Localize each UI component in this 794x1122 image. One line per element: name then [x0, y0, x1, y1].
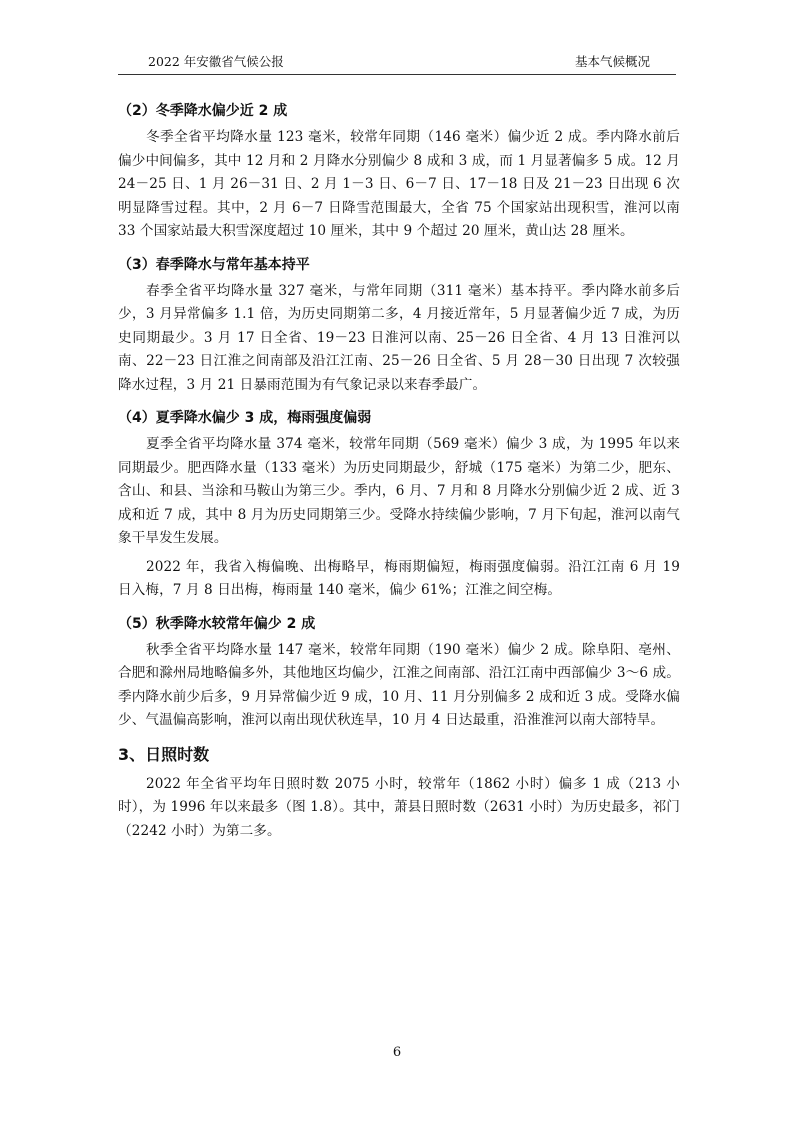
autumn-precipitation-section	[118, 615, 680, 733]
summer-precipitation-heading: （4）夏季降水偏少 3 成，梅雨强度偏弱	[118, 410, 372, 426]
winter-precipitation-paragraph: 冬季全省平均降水量 123 毫米，较常年同期（146 毫米）偏少近 2 成。季内降水前后偏少中间偏多，其中 12 月和 2 月降水分别偏少 8 成和 3 成，而 1 月显著偏多 5 成。12 月 24－25 日、1 月 26－31 日、2 月 1－3 日、6－7 日、17－18 日及 21－23 日出现 6 次明显降雪过程。其中，2 月 6－7 日降雪范围最大，全省 75 个国家站出现积雪，淮河以南 33 个国家站最大积雪深度超过 10 厘米，其中 9 个超过 20 厘米，黄山达 28 厘米。	[118, 129, 680, 239]
spring-precipitation-section	[118, 256, 680, 398]
spring-precipitation-heading: （3）春季降水与常年基本持平	[118, 256, 310, 273]
spring-precipitation-paragraph: 春季全省平均降水量 327 毫米，与常年同期（311 毫米）基本持平。季内降水前多后少，3 月异常偏多 1.1 倍，为历史同期第二多，4 月接近常年，5 月显著偏少近 7 成，为历史同期最少。3 月 17 日全省、19－23 日淮河以南、25－26 日全省、4 月 13 日淮河以南、22－23 日江淮之间南部及沿江江南、25－26 日全省、5 月 28－30 日出现 7 次较强降水过程，3 月 21 日暴雨范围为有气象记录以来春季最广。	[118, 282, 680, 393]
page-number: 6	[392, 1045, 402, 1060]
sunshine-hours-heading: 3、日照时数	[118, 744, 210, 764]
page-header	[118, 54, 676, 75]
header-chapter-title: 基本气候概况	[574, 54, 650, 69]
winter-precipitation-heading: （2）冬季降水偏少近 2 成	[118, 103, 288, 119]
meiyu-paragraph: 2022 年，我省入梅偏晚、出梅略早，梅雨期偏短，梅雨强度偏弱。沿江江南 6 月 19 日入梅，7 月 8 日出梅，梅雨量 140 毫米，偏少 61%；江淮之间空梅。	[118, 558, 680, 598]
document-body	[118, 102, 680, 843]
sunshine-hours-section	[118, 745, 680, 844]
summer-precipitation-paragraph: 夏季全省平均降水量 374 毫米，较常年同期（569 毫米）偏少 3 成，为 1995 年以来同期最少。肥西降水量（133 毫米）为历史同期最少，舒城（175 毫米）为第二少，肥东、含山、和县、当涂和马鞍山为第三少。季内，6 月、7 月和 8 月降水分别偏少近 2 成、近 3 成和近 7 成，其中 8 月为历史同期第三少。受降水持续偏少影响，7 月下旬起，淮河以南气象干旱发生发展。	[118, 436, 680, 546]
winter-precipitation-section	[118, 102, 680, 244]
header-report-title: 2022 年安徽省气候公报	[148, 54, 284, 69]
summer-precipitation-section	[118, 409, 680, 603]
autumn-precipitation-paragraph: 秋季全省平均降水量 147 毫米，较常年同期（190 毫米）偏少 2 成。除阜阳、亳州、合肥和滁州局地略偏多外，其他地区均偏少，江淮之间南部、沿江江南中西部偏少 3～6 成。季内降水前少后多，9 月异常偏少近 9 成，10 月、11 月分别偏多 2 成和近 3 成。受降水偏少、气温偏高影响，淮河以南出现伏秋连旱，10 月 4 日达最重，沿淮淮河以南大部特旱。	[118, 641, 680, 728]
autumn-precipitation-heading: （5）秋季降水较常年偏少 2 成	[118, 615, 316, 632]
sunshine-hours-paragraph: 2022 年全省平均年日照时数 2075 小时，较常年（1862 小时）偏多 1 成（213 小时），为 1996 年以来最多（图 1.8）。其中，萧县日照时数（2631 小时）为历史最多，祁门（2242 小时）为第二多。	[118, 775, 680, 839]
